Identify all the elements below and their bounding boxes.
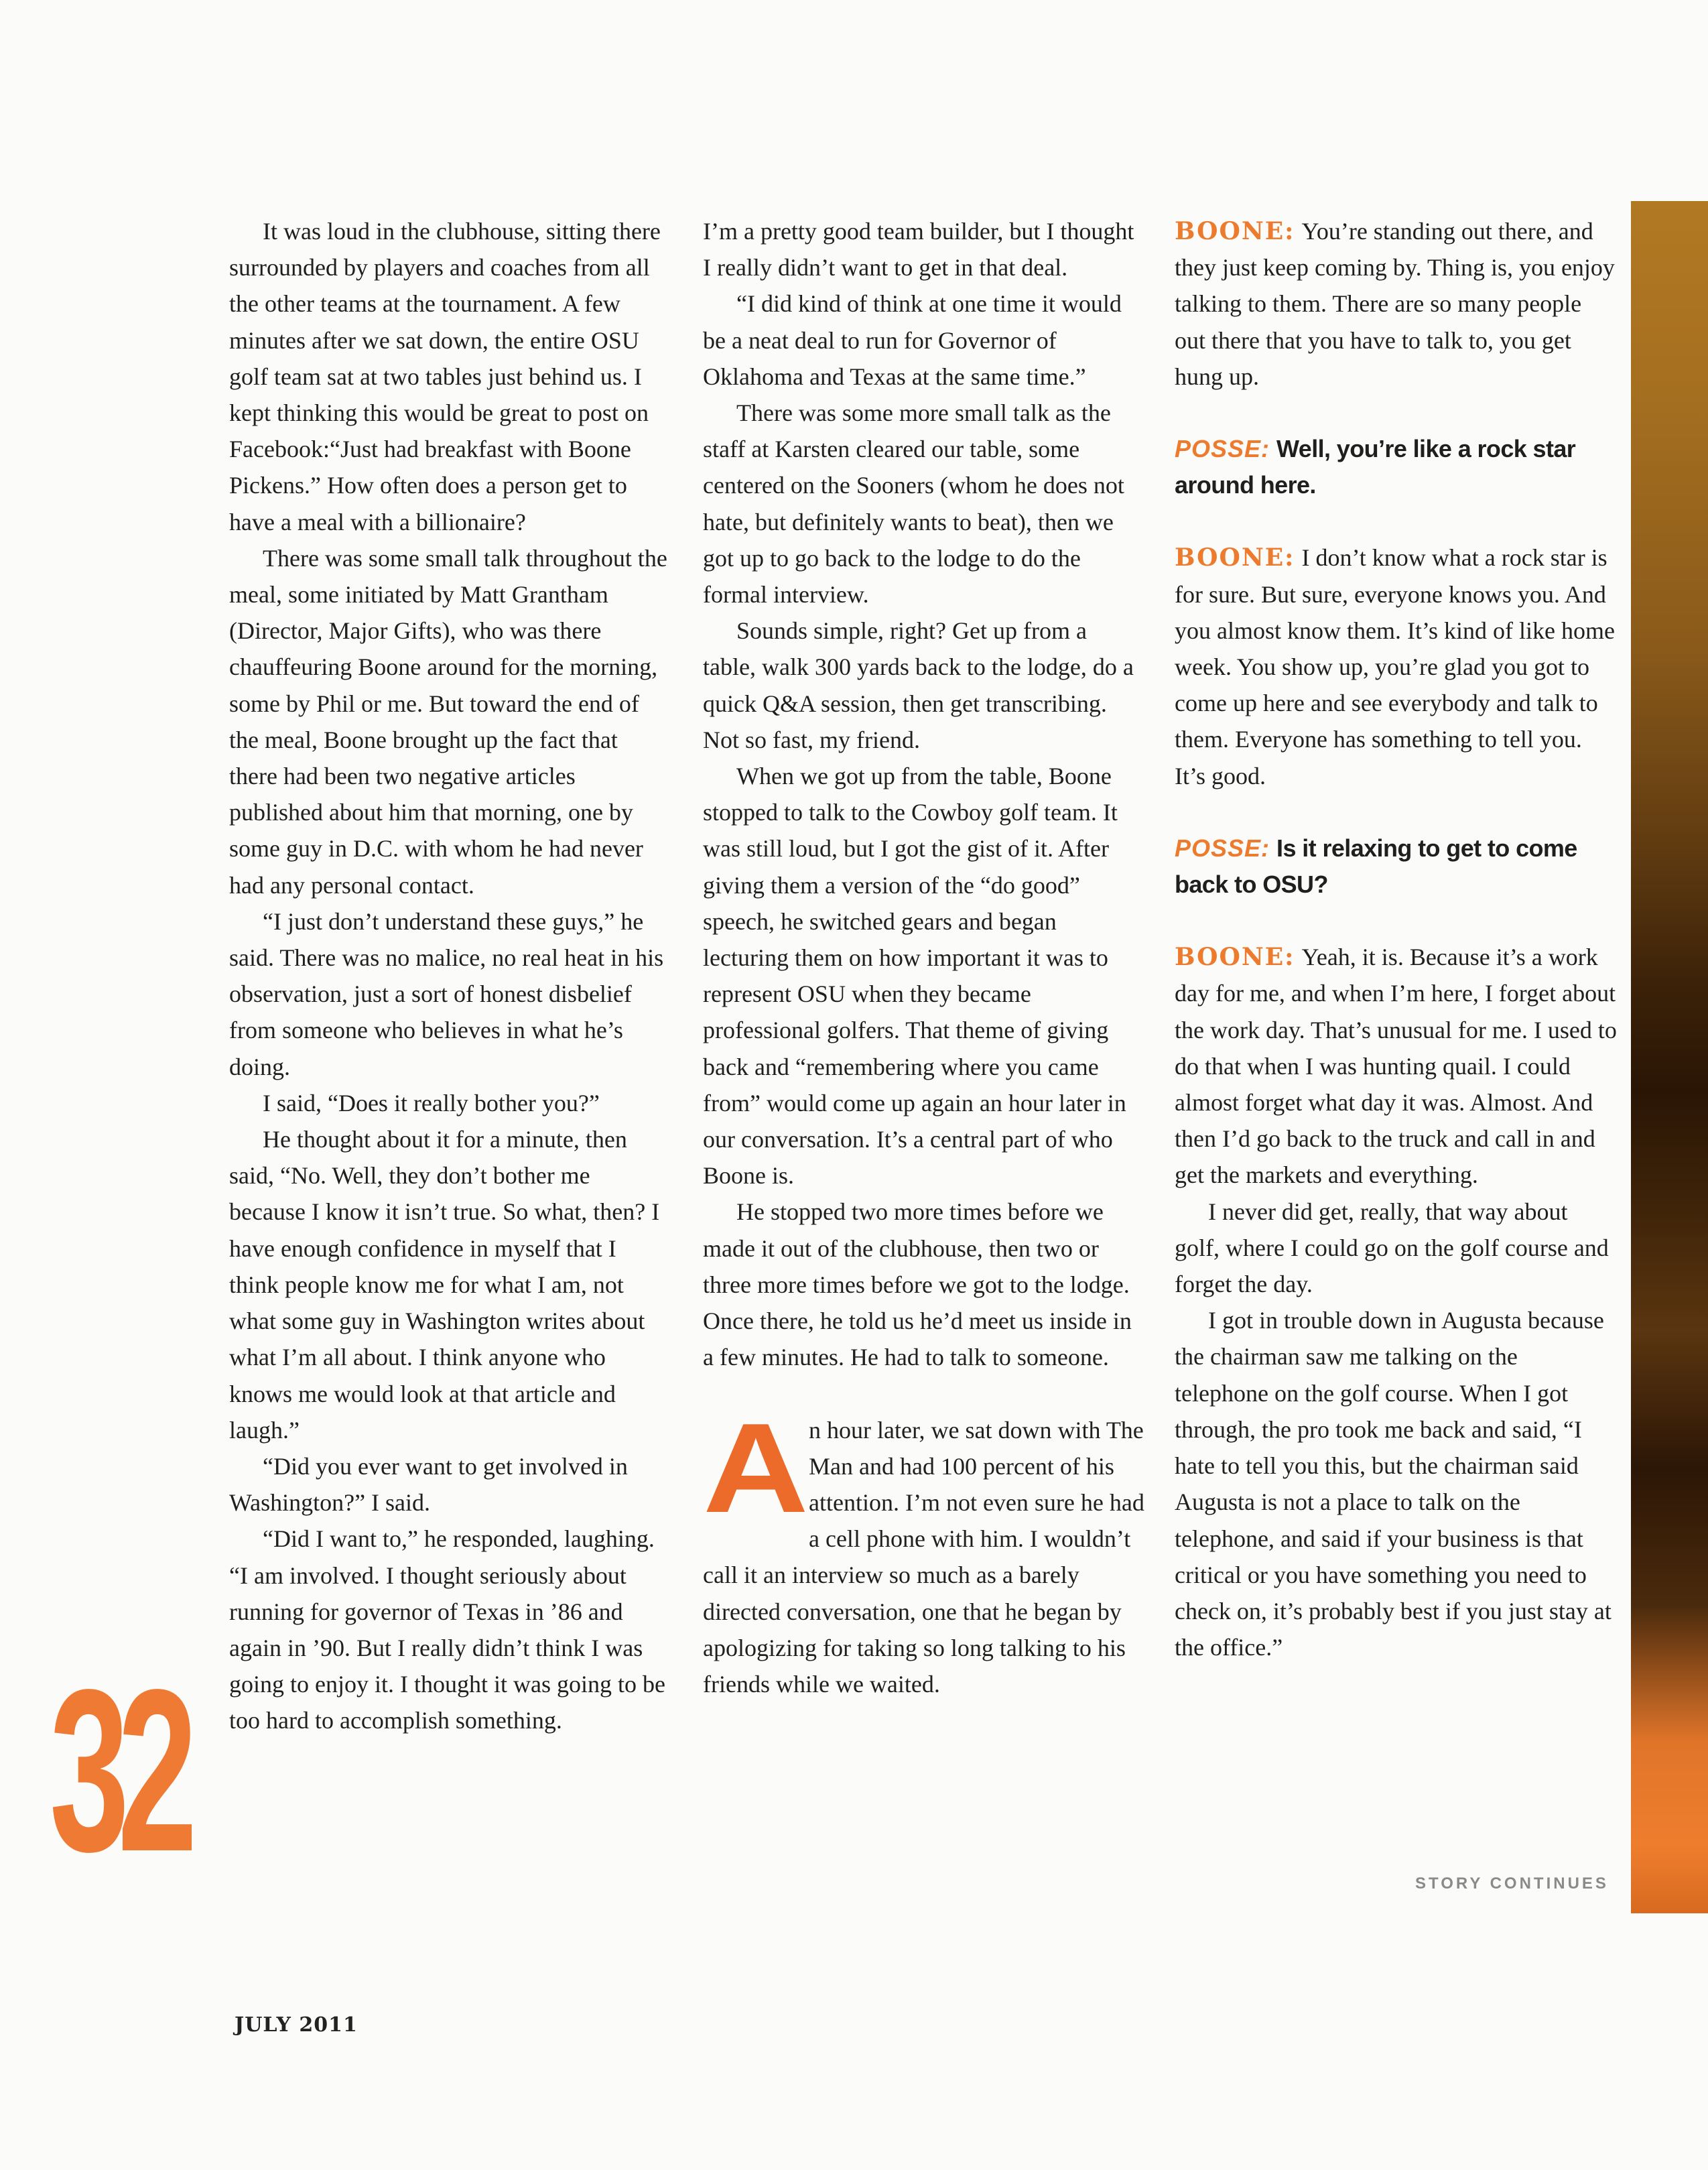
paragraph: “I did kind of think at one time it would be a neat deal to run for Governor of Oklahoma and Texas at the same time.”: [703, 290, 1122, 390]
speaker-label-posse: POSSE:: [1175, 834, 1270, 862]
speaker-label-boone: BOONE:: [1175, 544, 1295, 572]
dropcap-paragraph: [703, 1397, 1145, 1703]
paragraph: It was loud in the clubhouse, sitting there surrounded by players and coaches from all the other teams at the tournament. A few minutes after we sat down, the entire OSU golf team sat at two tables just behind us. I kept thinking this would be great to post on Facebook:“Just had breakfast with Boone Pickens.” How often does a person get to have a meal with a billionaire?: [229, 218, 661, 535]
article-column-1: [229, 213, 671, 1739]
paragraph: He thought about it for a minute, then said, “No. Well, they don’t bother me because I know it isn’t true. So what, then? I have enough confidence in myself that I think people know me for what I am, not what some guy in Washington writes about what I’m all about. I think anyone who knows me would look at that article and laugh.”: [229, 1126, 660, 1444]
article-column-2: [703, 213, 1145, 1702]
speaker-label-boone: BOONE:: [1175, 217, 1295, 245]
story-continues-label: STORY CONTINUES: [1415, 1874, 1609, 1893]
question-text: Well, you’re like a rock star around here.: [1175, 435, 1576, 499]
section-gap: [1175, 395, 1617, 431]
paragraph: I never did get, really, that way about golf, where I could go on the golf course and forget the day.: [1175, 1198, 1609, 1298]
paragraph: Sounds simple, right? Get up from a table, walk 300 yards back to the lodge, do a quick Q&A session, then get transcribing. Not so fast, my friend.: [703, 617, 1134, 753]
paragraph: I got in trouble down in Augusta because the chairman saw me talking on the telephone on the golf course. When I got through, the pro took me back and said, “I hate to tell you this, but the chairman said Augusta is not a place to talk on the telephone, and said if your business is that critical or you have something you need to check on, it’s probably best if you just stay at the office.”: [1175, 1307, 1612, 1661]
interview-answer: [1175, 213, 1617, 395]
section-gap: [1175, 903, 1617, 939]
answer-text: Yeah, it is. Because it’s a work day for me, and when I’m here, I forget about the work day. That’s unusual for me. I used to do that when I was hunting quail. I could almost forget what day it was. Almost. And then I’d go back to the truck and call in and get the markets and everything.: [1175, 944, 1617, 1189]
issue-date: JULY 2011: [235, 2013, 358, 2037]
speaker-label-boone: BOONE:: [1175, 943, 1295, 972]
page-number: 32: [50, 1642, 186, 1900]
section-gap: [1175, 503, 1617, 539]
paragraph: “I just don’t understand these guys,” he said. There was no malice, no real heat in his observation, just a sort of honest disbelief from someone who believes in what he’s doing.: [229, 907, 664, 1080]
paragraph: When we got up from the table, Boone stopped to talk to the Cowboy golf team. It was still loud, but I got the gist of it. After giving them a version of the “do good” speech, he switched gears and began lecturing them on how important it was to represent OSU when they became professional golfers. That theme of giving back and “remembering where you came from” would come up again an hour later in our conversation. It’s a central part of who Boone is.: [703, 763, 1126, 1190]
interview-answer: [1175, 539, 1617, 793]
answer-text: You’re standing out there, and they just keep coming by. Thing is, you enjoy talking to them. There are so many people out there that you have to talk to, you get hung up.: [1175, 218, 1615, 390]
question-text: Is it relaxing to get to come back to OSU?: [1175, 834, 1577, 899]
answer-text: I don’t know what a rock star is for sure. But sure, everyone knows you. And you almost know them. It’s kind of like home week. You show up, you’re glad you got to come up here and see everybody and talk to them. Everyone has something to tell you. It’s good.: [1175, 544, 1615, 789]
paragraph: There was some small talk throughout the meal, some initiated by Matt Grantham (Director, Major Gifts), who was there chauffeuring Boone around for the morning, some by Phil or me. But toward the end of the meal, Boone brought up the fact that there had been two negative articles published about him that morning, one by some guy in D.C. with whom he had never had any personal contact.: [229, 544, 667, 899]
interview-answer: [1175, 939, 1617, 1193]
interview-question: [1175, 830, 1617, 903]
speaker-label-posse: POSSE:: [1175, 435, 1270, 463]
interview-column: [1175, 213, 1617, 1665]
paragraph: There was some more small talk as the staff at Karsten cleared our table, some centered on the Sooners (whom he does not hate, but definitely wants to beat), then we got up to go back to the lodge to do the formal interview.: [703, 399, 1124, 609]
paragraph: I said, “Does it really bother you?”: [263, 1089, 600, 1116]
paragraph: I’m a pretty good team builder, but I thought I really didn’t want to get in that deal.: [703, 218, 1134, 281]
drop-cap-letter: A: [703, 1397, 809, 1539]
photo-edge-strip: [1631, 201, 1708, 1913]
paragraph: “Did you ever want to get involved in Washington?” I said.: [229, 1452, 628, 1517]
section-gap: [1175, 794, 1617, 830]
paragraph: “Did I want to,” he responded, laughing. “I am involved. I thought seriously about running for governor of Texas in ’86 and again in ’90. But I really didn’t think I was going to enjoy it. I thought it was going to be too hard to accomplish something.: [229, 1525, 665, 1734]
paragraph-text: n hour later, we sat down with The Man and had 100 percent of his attention. I’m not even sure he had a cell phone with him. I wouldn’t call it an interview so much as a barely directed conversation, one that he began by apologizing for taking so long talking to his friends while we waited.: [703, 1416, 1144, 1698]
interview-question: [1175, 431, 1617, 503]
paragraph: He stopped two more times before we made it out of the clubhouse, then two or three more times before we got to the lodge. Once there, he told us he’d meet us inside in a few minutes. He had to talk to someone.: [703, 1198, 1132, 1371]
